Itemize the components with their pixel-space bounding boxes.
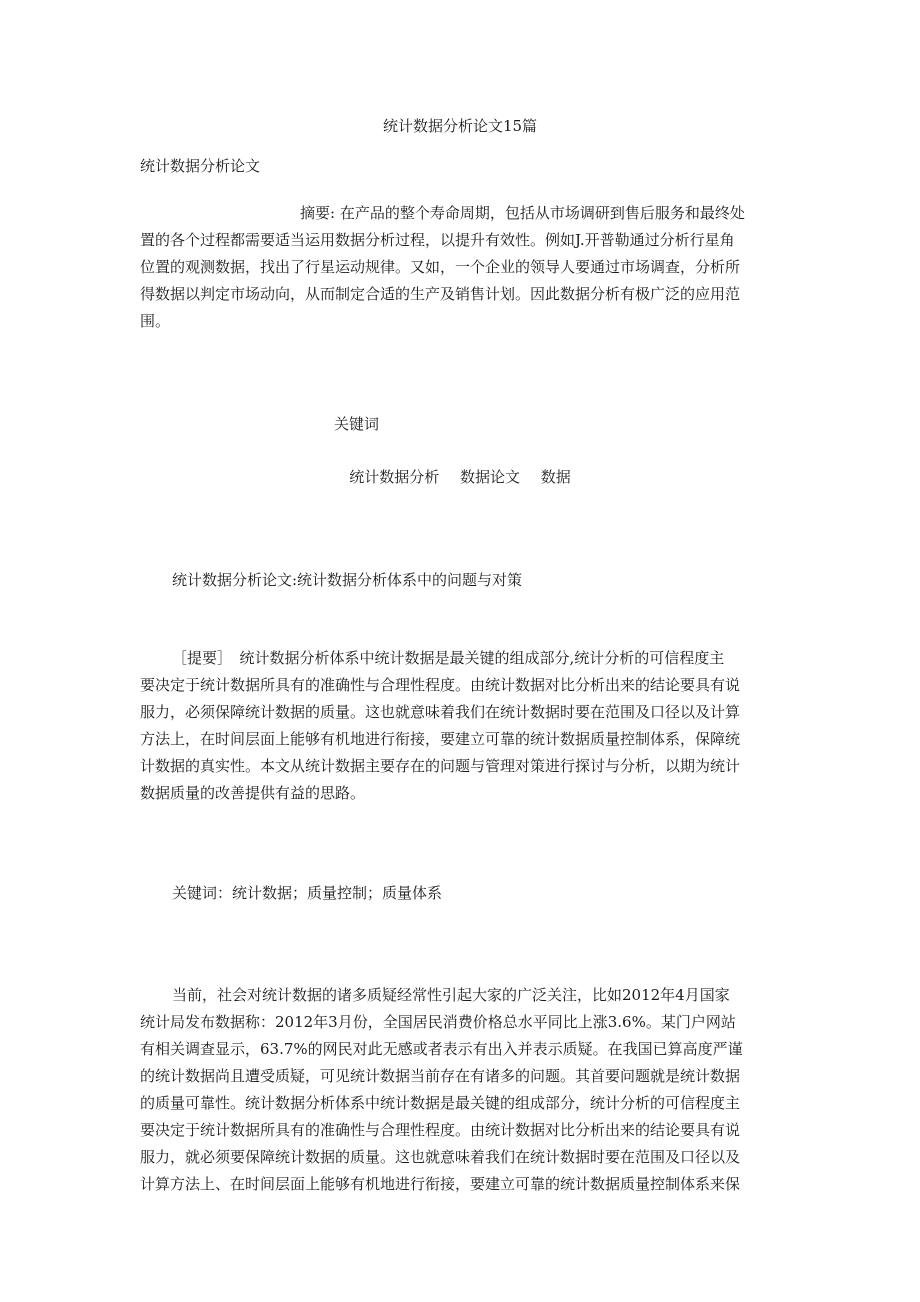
abstract-line: 位置的观测数据，找出了行星运动规律。又如，一个企业的领导人要通过市场调查，分析所 [140,258,741,276]
keywords-row [0,466,920,487]
abstract-line: 得数据以判定市场动向，从而制定合适的生产及销售计划。因此数据分析有极广泛的应用范 [140,285,741,303]
body-line: 要决定于统计数据所具有的准确性与合理性程度。由统计数据对比分析出来的结论要具有说 [140,1121,741,1139]
summary-line: 服力，必须保障统计数据的质量。这也就意味着我们在统计数据时要在范围及口径以及计算 [140,703,741,721]
summary-line: 方法上，在时间层面上能够有机地进行衔接，要建立可靠的统计数据质量控制体系，保障统 [140,730,741,748]
document-title: 统计数据分析论文15篇 [382,117,538,135]
body-line: 服力，就必须要保障统计数据的质量。这也就意味着我们在统计数据时要在范围及口径以及 [140,1148,741,1166]
summary-line: ［提要］ 统计数据分析体系中统计数据是最关键的组成部分,统计分析的可信程度主 [172,649,725,667]
summary-line: 要决定于统计数据所具有的准确性与合理性程度。由统计数据对比分析出来的结论要具有说 [140,676,741,694]
body-line: 的统计数据尚且遭受质疑，可见统计数据当前存在有诸多的问题。其首要问题就是统计数据 [140,1067,741,1085]
summary-paragraph [140,645,782,807]
body-line: 有相关调查显示，63.7%的网民对此无感或者表示有出入并表示质疑。在我国已算高度严谨 [140,1040,743,1058]
document-subtitle: 统计数据分析论文 [140,157,261,175]
keyword-item: 数据 [540,468,571,486]
abstract-line: 围。 [140,312,171,330]
section-title: 统计数据分析论文:统计数据分析体系中的问题与对策 [172,571,523,589]
keyword-item: 数据论文 [459,468,520,486]
summary-line: 数据质量的改善提供有益的思路。 [140,784,366,802]
body-line: 的质量可靠性。统计数据分析体系中统计数据是最关键的组成部分，统计分析的可信程度主 [140,1094,741,1112]
body-paragraph [140,982,782,1198]
abstract-line: 摘要: 在产品的整个寿命周期，包括从市场调研到售后服务和最终处 [300,204,745,222]
abstract-line: 置的各个过程都需要适当运用数据分析过程，以提升有效性。例如J.开普勒通过分析行星角 [140,231,735,249]
keywords-heading: 关键词 [334,415,380,433]
body-line: 计算方法上、在时间层面上能够有机地进行衔接，要建立可靠的统计数据质量控制体系来保 [140,1175,741,1193]
keyword-item: 统计数据分析 [349,468,440,486]
summary-line: 计数据的真实性。本文从统计数据主要存在的问题与管理对策进行探讨与分析，以期为统计 [140,757,741,775]
body-line: 统计局发布数据称：2012年3月份，全国居民消费价格总水平同比上涨3.6%。某门户网站 [140,1013,736,1031]
abstract-paragraph [140,200,782,335]
keywords-line: 关键词：统计数据；质量控制；质量体系 [172,884,443,902]
body-line: 当前，社会对统计数据的诸多质疑经常性引起大家的广泛关注，比如2012年4月国家 [172,986,730,1004]
